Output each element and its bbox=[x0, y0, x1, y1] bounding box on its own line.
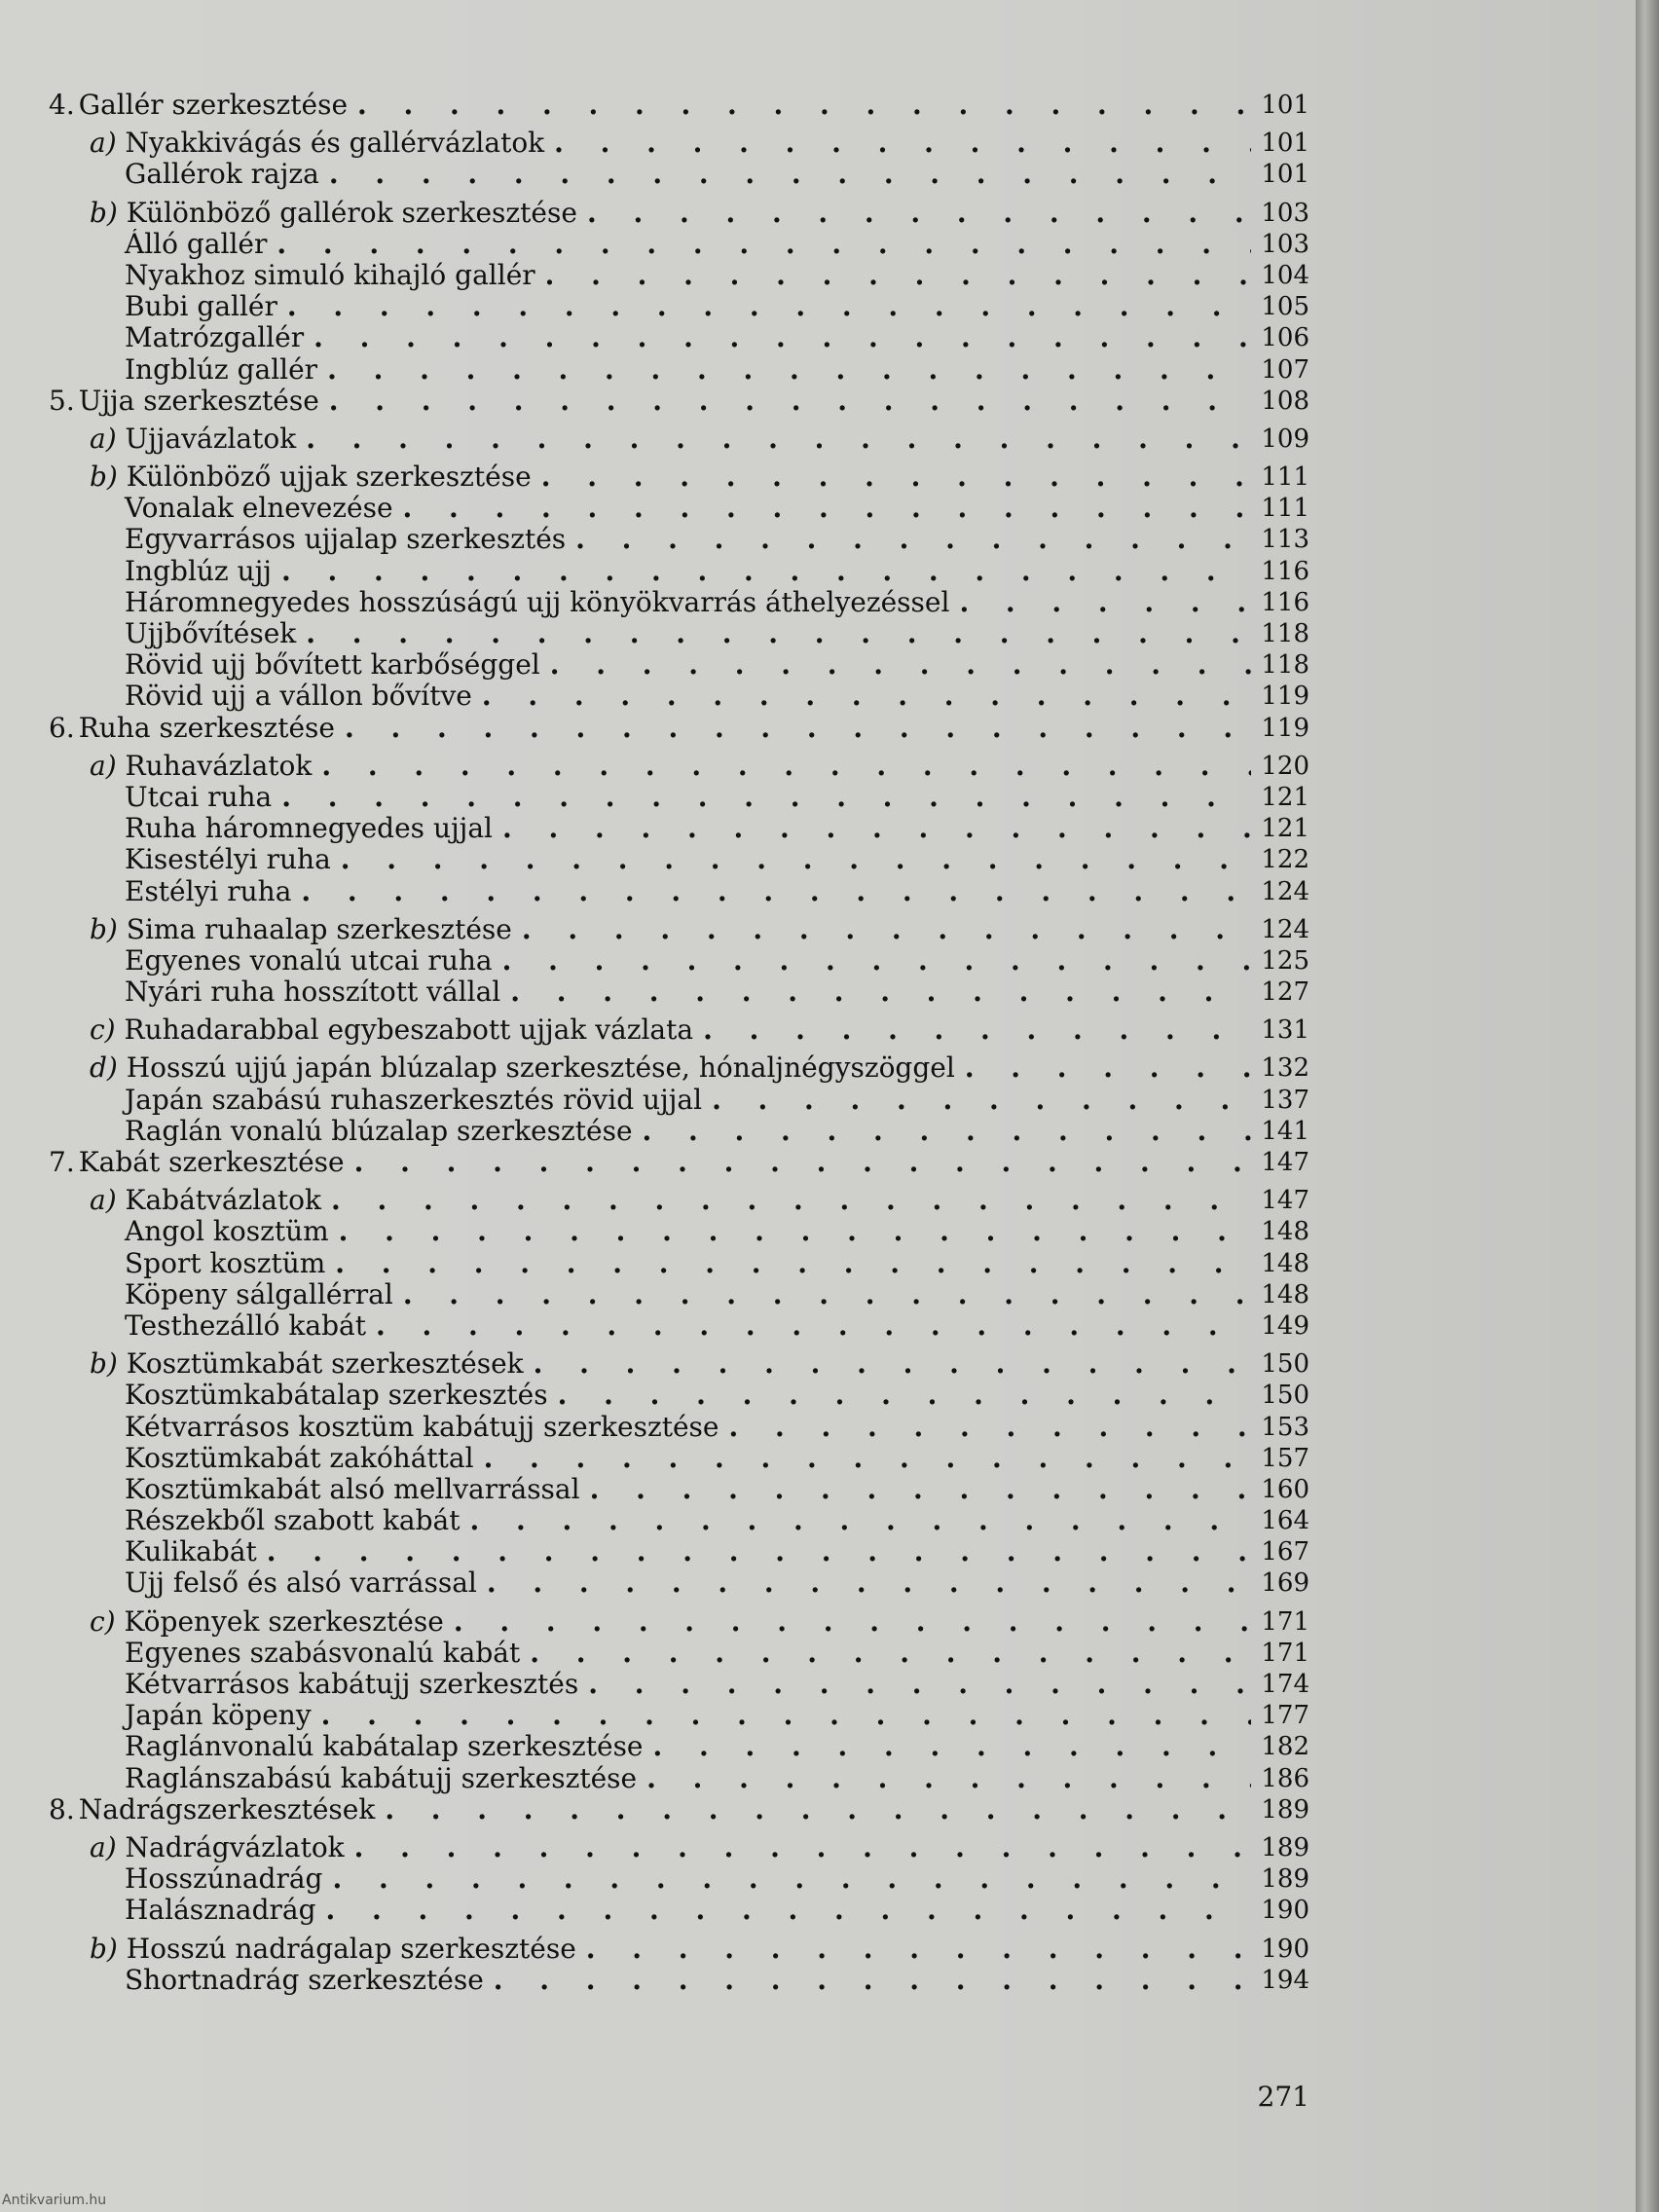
toc-entry-title bbox=[49, 1116, 1251, 1147]
toc-page-number: 124 bbox=[1261, 876, 1309, 906]
toc-page-number: 141 bbox=[1261, 1116, 1309, 1146]
toc-entry-title bbox=[49, 1052, 1251, 1084]
toc-item bbox=[49, 1669, 1309, 1700]
toc-subsection bbox=[49, 914, 1309, 945]
toc-entry-title bbox=[49, 681, 1251, 712]
toc-item bbox=[49, 1085, 1309, 1116]
entry-title-text: Nyakhoz simuló kihajló gallér bbox=[125, 259, 535, 291]
toc-section bbox=[49, 90, 1309, 121]
entry-title-text: Ingblúz ujj bbox=[125, 555, 272, 587]
toc-entry-title bbox=[49, 1248, 1251, 1279]
toc-entry-title bbox=[49, 1348, 1251, 1380]
toc-page-number: 103 bbox=[1261, 198, 1309, 228]
toc-page-number: 119 bbox=[1261, 713, 1309, 743]
toc-entry-title bbox=[49, 424, 1251, 455]
toc-page-number: 101 bbox=[1261, 129, 1309, 159]
entry-title-text: Japán szabású ruhaszerkesztés rövid ujjal bbox=[125, 1084, 703, 1116]
toc-item bbox=[49, 1474, 1309, 1505]
subsection-letter: b) bbox=[90, 197, 118, 229]
toc-page-number: 103 bbox=[1261, 229, 1309, 259]
toc-entry-title bbox=[49, 493, 1251, 524]
toc-page-number: 121 bbox=[1261, 814, 1309, 844]
section-number: 8. bbox=[49, 1793, 75, 1825]
entry-title-text: Ujj felső és alsó varrással bbox=[125, 1567, 477, 1600]
toc-page-number: 164 bbox=[1261, 1506, 1309, 1536]
toc-item bbox=[49, 618, 1309, 649]
toc-subsection bbox=[49, 1934, 1309, 1965]
toc-item bbox=[49, 159, 1309, 190]
toc-entry-title bbox=[49, 1731, 1251, 1762]
toc-entry-title bbox=[49, 1279, 1251, 1310]
toc-entry-title bbox=[49, 1794, 1251, 1825]
toc-page-number: 190 bbox=[1261, 1896, 1309, 1926]
entry-title-text: Álló gallér bbox=[125, 228, 268, 260]
entry-title-text: Raglánszabású kabátujj szerkesztése bbox=[125, 1762, 638, 1794]
toc-subsection bbox=[49, 751, 1309, 782]
toc-entry-title bbox=[49, 524, 1251, 555]
toc-page-number: 147 bbox=[1261, 1186, 1309, 1216]
toc-page-number: 127 bbox=[1261, 977, 1309, 1008]
toc-page-number: 171 bbox=[1261, 1606, 1309, 1637]
toc-page-number: 148 bbox=[1261, 1217, 1309, 1247]
toc-entry-title bbox=[49, 1216, 1251, 1247]
toc-entry-title bbox=[49, 618, 1251, 649]
toc-page-number: 177 bbox=[1261, 1701, 1309, 1731]
watermark: Antikvarium.hu bbox=[2, 2193, 107, 2208]
toc-page-number: 149 bbox=[1261, 1310, 1309, 1341]
toc-entry-title bbox=[49, 914, 1251, 945]
toc-page-number: 122 bbox=[1261, 845, 1309, 875]
toc-item bbox=[49, 1248, 1309, 1279]
toc-entry-title bbox=[49, 844, 1251, 875]
entry-title-text: Japán köpeny bbox=[125, 1700, 312, 1732]
subsection-letter: b) bbox=[90, 913, 118, 945]
section-number: 4. bbox=[49, 90, 75, 121]
toc-entry-title bbox=[49, 159, 1251, 190]
toc-item bbox=[49, 1895, 1309, 1926]
toc-entry-title bbox=[49, 1934, 1251, 1965]
toc-item bbox=[49, 1412, 1309, 1443]
toc-subsection bbox=[49, 461, 1309, 493]
toc-page-number: 118 bbox=[1261, 650, 1309, 681]
toc-entry-title bbox=[49, 1185, 1251, 1216]
toc-page-number: 148 bbox=[1261, 1248, 1309, 1278]
toc-entry-title bbox=[49, 1310, 1251, 1342]
entry-title-text: Kabát szerkesztése bbox=[78, 1147, 345, 1178]
toc-page-number: 189 bbox=[1261, 1864, 1309, 1895]
toc-entry-title bbox=[49, 1147, 1251, 1178]
toc-item bbox=[49, 1567, 1309, 1599]
entry-title-text: Hosszú ujjú japán blúzalap szerkesztése, hónaljnégyszöggel bbox=[126, 1052, 955, 1085]
toc-item bbox=[49, 229, 1309, 260]
entry-title-text: Nyári ruha hosszított vállal bbox=[125, 977, 501, 1009]
toc-entry-title bbox=[49, 90, 1251, 121]
toc-item bbox=[49, 1536, 1309, 1567]
entry-title-text: Angol kosztüm bbox=[125, 1216, 329, 1248]
toc-subsection bbox=[49, 1052, 1309, 1084]
toc-section bbox=[49, 386, 1309, 417]
toc-section bbox=[49, 1147, 1309, 1178]
toc-entry-title bbox=[49, 322, 1251, 353]
page-number: 271 bbox=[1257, 2081, 1309, 2113]
toc-item bbox=[49, 1279, 1309, 1310]
entry-title-text: Háromnegyedes hosszúságú ujj könyökvarrás áthelyezéssel bbox=[125, 586, 950, 618]
entry-title-text: Hosszú nadrágalap szerkesztése bbox=[126, 1933, 576, 1965]
subsection-letter: b) bbox=[90, 1348, 118, 1381]
entry-title-text: Ruhadarabbal egybeszabott ujjak vázlata bbox=[124, 1014, 694, 1047]
entry-title-text: Kulikabát bbox=[125, 1536, 257, 1568]
toc-page-number: 186 bbox=[1261, 1763, 1309, 1793]
toc-entry-title bbox=[49, 1536, 1251, 1567]
toc-entry-title bbox=[49, 556, 1251, 587]
section-number: 5. bbox=[49, 385, 75, 417]
entry-title-text: Egyenes szabásvonalú kabát bbox=[125, 1637, 521, 1669]
toc-entry-title bbox=[49, 229, 1251, 260]
toc-entry-title bbox=[49, 751, 1251, 782]
toc-entry-title bbox=[49, 1085, 1251, 1116]
entry-title-text: Hosszúnadrág bbox=[125, 1863, 323, 1896]
toc-page-number: 137 bbox=[1261, 1085, 1309, 1115]
toc-entry-title bbox=[49, 649, 1251, 681]
toc-item bbox=[49, 681, 1309, 712]
entry-title-text: Kosztümkabátalap szerkesztés bbox=[125, 1380, 548, 1412]
toc-page-number: 150 bbox=[1261, 1349, 1309, 1380]
toc-page-number: 125 bbox=[1261, 945, 1309, 976]
toc-item bbox=[49, 556, 1309, 587]
toc-item bbox=[49, 813, 1309, 844]
toc-page-number: 171 bbox=[1261, 1638, 1309, 1668]
entry-title-text: Raglán vonalú blúzalap szerkesztése bbox=[125, 1115, 633, 1147]
toc-entry-title bbox=[49, 1700, 1251, 1731]
toc-page-number: 120 bbox=[1261, 751, 1309, 781]
toc-subsection bbox=[49, 1348, 1309, 1380]
toc-page-number: 116 bbox=[1261, 556, 1309, 586]
toc-page-number: 189 bbox=[1261, 1794, 1309, 1825]
toc-item bbox=[49, 354, 1309, 386]
entry-title-text: Kosztümkabát zakóháttal bbox=[125, 1442, 474, 1474]
toc-subsection bbox=[49, 198, 1309, 229]
toc-entry-title bbox=[49, 876, 1251, 907]
toc-item bbox=[49, 876, 1309, 907]
toc-page-number: 101 bbox=[1261, 160, 1309, 190]
entry-title-text: Utcai ruha bbox=[125, 781, 273, 813]
toc-entry-title bbox=[49, 945, 1251, 977]
toc-page-number: 131 bbox=[1261, 1015, 1309, 1046]
toc-page-number: 121 bbox=[1261, 782, 1309, 812]
entry-title-text: Nadrágvázlatok bbox=[125, 1831, 345, 1863]
toc-entry-title bbox=[49, 713, 1251, 744]
subsection-letter: a) bbox=[90, 1185, 117, 1217]
toc-subsection bbox=[49, 1185, 1309, 1216]
page-edge bbox=[1636, 0, 1659, 2212]
toc-section bbox=[49, 713, 1309, 744]
toc-item bbox=[49, 1700, 1309, 1731]
entry-title-text: Ruha szerkesztése bbox=[78, 712, 335, 744]
section-number: 6. bbox=[49, 712, 75, 744]
toc-page-number: 157 bbox=[1261, 1443, 1309, 1473]
subsection-letter: c) bbox=[90, 1014, 116, 1047]
toc-entry-title bbox=[49, 128, 1251, 159]
entry-title-text: Ruha háromnegyedes ujjal bbox=[125, 813, 493, 845]
toc-page-number: 132 bbox=[1261, 1053, 1309, 1084]
subsection-letter: a) bbox=[90, 750, 117, 782]
entry-title-text: Köpeny sálgallérral bbox=[125, 1278, 393, 1310]
toc-item bbox=[49, 1505, 1309, 1536]
entry-title-text: Nadrágszerkesztések bbox=[78, 1793, 376, 1825]
entry-title-text: Kosztümkabát alsó mellvarrással bbox=[125, 1473, 580, 1505]
toc-entry-title bbox=[49, 1606, 1251, 1638]
subsection-letter: a) bbox=[90, 128, 117, 160]
entry-title-text: Gallérok rajza bbox=[125, 159, 319, 191]
toc-subsection bbox=[49, 1832, 1309, 1863]
toc-page-number: 106 bbox=[1261, 323, 1309, 353]
entry-title-text: Gallér szerkesztése bbox=[78, 90, 349, 121]
toc-page-number: 107 bbox=[1261, 354, 1309, 385]
toc-item bbox=[49, 1380, 1309, 1411]
toc-page-number: 160 bbox=[1261, 1474, 1309, 1504]
toc-entry-title bbox=[49, 1014, 1251, 1046]
entry-title-text: Különböző ujjak szerkesztése bbox=[126, 461, 532, 494]
toc-page-number: 153 bbox=[1261, 1412, 1309, 1442]
subsection-letter: a) bbox=[90, 1831, 117, 1863]
toc-item bbox=[49, 977, 1309, 1008]
entry-title-text: Ujjavázlatok bbox=[125, 423, 297, 455]
subsection-letter: a) bbox=[90, 423, 117, 455]
section-number: 7. bbox=[49, 1147, 75, 1178]
toc-item bbox=[49, 649, 1309, 681]
toc-item bbox=[49, 260, 1309, 291]
subsection-letter: c) bbox=[90, 1605, 116, 1638]
toc-entry-title bbox=[49, 1412, 1251, 1443]
toc-page-number: 189 bbox=[1261, 1832, 1309, 1862]
toc-page-number: 111 bbox=[1261, 494, 1309, 524]
toc-page-number: 148 bbox=[1261, 1279, 1309, 1309]
toc-page-number: 147 bbox=[1261, 1148, 1309, 1177]
toc-page-number: 190 bbox=[1261, 1934, 1309, 1964]
toc-page-number: 109 bbox=[1261, 424, 1309, 454]
toc-page-number: 118 bbox=[1261, 619, 1309, 648]
toc-entry-title bbox=[49, 354, 1251, 386]
toc-entry-title bbox=[49, 1443, 1251, 1474]
toc-entry-title bbox=[49, 1567, 1251, 1599]
entry-title-text: Kétvarrásos kabátujj szerkesztés bbox=[125, 1669, 579, 1700]
toc-item bbox=[49, 1863, 1309, 1895]
toc-page-number: 169 bbox=[1261, 1568, 1309, 1599]
toc-page-number: 124 bbox=[1261, 914, 1309, 944]
toc-page-number: 104 bbox=[1261, 260, 1309, 290]
toc-page-number: 105 bbox=[1261, 292, 1309, 322]
toc-entry-title bbox=[49, 782, 1251, 813]
toc-subsection bbox=[49, 128, 1309, 159]
entry-title-text: Rövid ujj a vállon bővítve bbox=[125, 681, 472, 713]
entry-title-text: Rövid ujj bővített karbőséggel bbox=[125, 649, 540, 682]
entry-title-text: Vonalak elnevezése bbox=[125, 493, 393, 525]
toc-entry-title bbox=[49, 260, 1251, 291]
toc-subsection bbox=[49, 1606, 1309, 1638]
entry-title-text: Estélyi ruha bbox=[125, 875, 292, 907]
toc-entry-title bbox=[49, 386, 1251, 417]
toc-entry-title bbox=[49, 291, 1251, 322]
entry-title-text: Kabátvázlatok bbox=[125, 1185, 321, 1217]
entry-title-text: Matrózgallér bbox=[125, 322, 305, 354]
toc-page-number: 119 bbox=[1261, 682, 1309, 712]
toc-page-number: 108 bbox=[1261, 386, 1309, 416]
toc-item bbox=[49, 524, 1309, 555]
entry-title-text: Nyakkivágás és gallérvázlatok bbox=[125, 128, 545, 160]
toc-entry-title bbox=[49, 813, 1251, 844]
table-of-contents bbox=[49, 90, 1309, 1996]
toc-item bbox=[49, 1310, 1309, 1342]
entry-title-text: Köpenyek szerkesztése bbox=[124, 1605, 444, 1638]
entry-title-text: Sport kosztüm bbox=[125, 1247, 326, 1279]
toc-page-number: 182 bbox=[1261, 1732, 1309, 1762]
toc-page-number: 101 bbox=[1261, 91, 1309, 120]
toc-entry-title bbox=[49, 587, 1251, 618]
toc-item bbox=[49, 782, 1309, 813]
toc-item bbox=[49, 1731, 1309, 1762]
toc-page-number: 113 bbox=[1261, 525, 1309, 555]
toc-entry-title bbox=[49, 1895, 1251, 1926]
toc-item bbox=[49, 493, 1309, 524]
entry-title-text: Egyenes vonalú utcai ruha bbox=[125, 944, 493, 977]
toc-item bbox=[49, 844, 1309, 875]
toc-page-number: 116 bbox=[1261, 587, 1309, 617]
toc-entry-title bbox=[49, 198, 1251, 229]
toc-section bbox=[49, 1794, 1309, 1825]
entry-title-text: Halásznadrág bbox=[125, 1895, 316, 1927]
toc-entry-title bbox=[49, 1380, 1251, 1411]
toc-item bbox=[49, 1763, 1309, 1794]
toc-entry-title bbox=[49, 1474, 1251, 1505]
toc-item bbox=[49, 291, 1309, 322]
entry-title-text: Bubi gallér bbox=[125, 291, 277, 323]
toc-page-number: 194 bbox=[1261, 1965, 1309, 1995]
toc-entry-title bbox=[49, 461, 1251, 493]
toc-page-number: 111 bbox=[1261, 462, 1309, 493]
entry-title-text: Kisestélyi ruha bbox=[125, 844, 331, 876]
toc-item bbox=[49, 1443, 1309, 1474]
entry-title-text: Különböző gallérok szerkesztése bbox=[126, 197, 577, 229]
subsection-letter: d) bbox=[90, 1052, 118, 1085]
toc-item bbox=[49, 1965, 1309, 1996]
toc-item bbox=[49, 945, 1309, 977]
toc-page-number: 150 bbox=[1261, 1381, 1309, 1411]
toc-item bbox=[49, 1116, 1309, 1147]
subsection-letter: b) bbox=[90, 1933, 118, 1965]
toc-item bbox=[49, 587, 1309, 618]
toc-subsection bbox=[49, 1014, 1309, 1046]
entry-title-text: Ruhavázlatok bbox=[125, 750, 313, 782]
entry-title-text: Shortnadrág szerkesztése bbox=[125, 1964, 484, 1996]
entry-title-text: Sima ruhaalap szerkesztése bbox=[126, 913, 512, 945]
entry-title-text: Ujja szerkesztése bbox=[78, 385, 319, 417]
entry-title-text: Ingblúz gallér bbox=[125, 353, 318, 386]
entry-title-text: Kosztümkabát szerkesztések bbox=[126, 1348, 524, 1381]
entry-title-text: Raglánvonalú kabátalap szerkesztése bbox=[125, 1731, 644, 1763]
toc-entry-title bbox=[49, 1965, 1251, 1996]
toc-entry-title bbox=[49, 1863, 1251, 1895]
entry-title-text: Kétvarrásos kosztüm kabátujj szerkesztése bbox=[125, 1411, 719, 1443]
toc-entry-title bbox=[49, 1669, 1251, 1700]
toc-item bbox=[49, 322, 1309, 353]
toc-page-number: 167 bbox=[1261, 1537, 1309, 1567]
toc-entry-title bbox=[49, 1763, 1251, 1794]
toc-item bbox=[49, 1638, 1309, 1669]
toc-entry-title bbox=[49, 1832, 1251, 1863]
entry-title-text: Ujjbővítések bbox=[125, 618, 297, 649]
toc-item bbox=[49, 1216, 1309, 1247]
entry-title-text: Testhezálló kabát bbox=[125, 1309, 366, 1342]
toc-page-number: 174 bbox=[1261, 1670, 1309, 1699]
toc-entry-title bbox=[49, 1638, 1251, 1669]
toc-subsection bbox=[49, 424, 1309, 455]
entry-title-text: Részekből szabott kabát bbox=[125, 1505, 461, 1537]
toc-entry-title bbox=[49, 977, 1251, 1008]
toc-entry-title bbox=[49, 1505, 1251, 1536]
entry-title-text: Egyvarrásos ujjalap szerkesztés bbox=[125, 524, 567, 556]
subsection-letter: b) bbox=[90, 461, 118, 494]
